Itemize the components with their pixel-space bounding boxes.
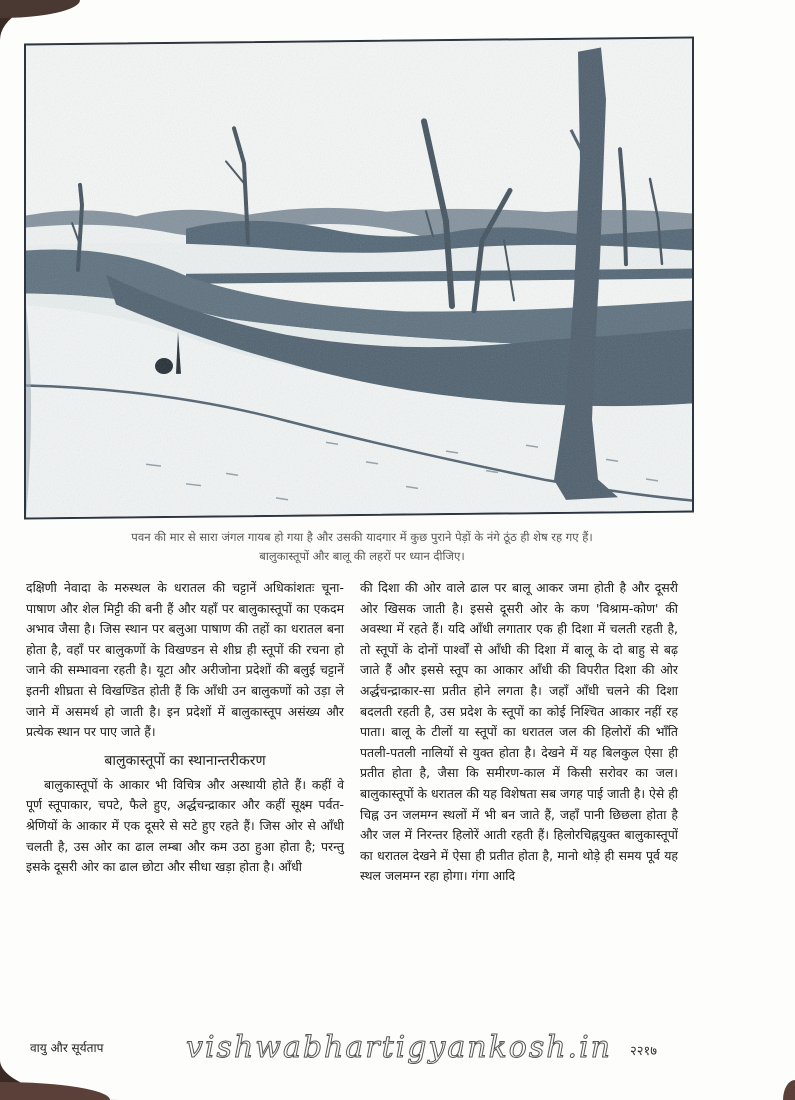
figure-caption bbox=[22, 528, 702, 566]
watermark: vishwabhartigyankosh.in bbox=[186, 1030, 612, 1065]
paragraph: बालुकास्तूपों के आकार भी विचित्र और अस्थायी होते हैं। कहीं वे पूर्ण स्तूपाकार, चपटे, फैले हुए, अर्द्धचन्द्राकार और कहीं सूक्ष्म पर्वत-श्रेणियों के आकार में एक दूसरे से सटे हुए रहते हैं। जिस ओर से आँधी चलती है, उस ओर का ढाल लम्बा और कम उठा हुआ होता है; परन्तु इसके दूसरी ओर का ढाल छोटा और सीधा खड़ा होता है। आँधी bbox=[26, 776, 344, 875]
paragraph: की दिशा की ओर वाले ढाल पर बालू आकर जमा होती है और दूसरी ओर खिसक जाती है। इससे दूसरी ओर के कण 'विश्राम-कोण' की अवस्था में रहते हैं। यदि आँधी लगातार एक ही दिशा में चलती रहती है, तो स्तूपों के दोनों पार्श्वों से आँधी की दिशा में बालू के दो बाहु से बढ़ जाते हैं और इससे स्तूप का आकार आँधी की विपरीत दिशा की ओर अर्द्धचन्द्राकार-सा प्रतीत होने लगता है। जहाँ आँधी चलने की दिशा बदलती रहती है, उस प्रदेश के स्तूपों का कोई निश्चित आकार नहीं रह पाता। बालू के टीलों या स्तूपों का धरातल जल की हिलोरों की भाँति पतली-पतली नालियों से युक्त होता है। देखने में यह बिलकुल ऐसा ही प्रतीत होता है, जैसा कि समीरण-काल में किसी सरोवर का जल। बालुकास्तूपों के धरातल की यह विशेषता सब जगह पाई जाती है। ऐसे ही चिह्न उन जलमग्न स्थलों में भी बन जाते हैं, जहाँ पानी छिछला होता है और जल में निरन्तर हिलोरें आती रहती हैं। हिलोरचिह्नयुक्त बालुकास्तूपों का धरातल देखने में ऐसा ही प्रतीत होता है, मानो थोड़े ही समय पूर्व यह स्थल जलमग्न रहा होगा। गंगा आदि bbox=[360, 580, 678, 884]
right-column bbox=[360, 578, 678, 887]
page-footer bbox=[26, 1030, 686, 1070]
section-heading: बालुकास्तूपों का स्थानान्तरीकरण bbox=[104, 752, 266, 769]
running-title: वायु और सूर्यताप bbox=[30, 1041, 104, 1055]
caption-line-1: पवन की मार से सारा जंगल गायब हो गया है और उसकी यादगार में कुछ पुराने पेड़ों के नंगे ठूंठ ही शेष रह गए हैं। bbox=[131, 530, 593, 544]
desert-dunes-dead-trees-photo bbox=[26, 39, 692, 518]
page-edge-shadow bbox=[783, 1080, 795, 1100]
page-edge-shadow bbox=[0, 0, 80, 18]
page-number: २२१७ bbox=[630, 1044, 658, 1059]
desert-photo bbox=[24, 36, 694, 519]
left-column bbox=[26, 578, 344, 878]
page-edge-shadow bbox=[0, 1082, 110, 1100]
paragraph: दक्षिणी नेवादा के मरुस्थल के धरातल की चट्टानें अधिकांशतः चूना-पाषाण और शेल मिट्टी की बनी हैं और यहाँ पर बालुकास्तूपों का एकदम अभाव जैसा है। जिस स्थान पर बलुआ पाषाण की तहों का धरातल बना होता है, वहाँ पर बालुकणों के विखण्डन से शीघ्र ही स्तूपों की रचना हो जाने की सम्भावना रहती है। यूटा और अरीजोना प्रदेशों की बलुई चट्टानें इतनी शीघ्रता से विखण्डित होती हैं कि आँधी उन बालुकणों को उड़ा ले जाने में असमर्थ हो जाती है। इन प्रदेशों में बालुकास्तूप असंख्य और प्रत्येक स्थान पर पाए जाते हैं। bbox=[26, 580, 344, 740]
caption-line-2: बालुकास्तूपों और बालू की लहरों पर ध्यान दीजिए। bbox=[259, 549, 465, 563]
